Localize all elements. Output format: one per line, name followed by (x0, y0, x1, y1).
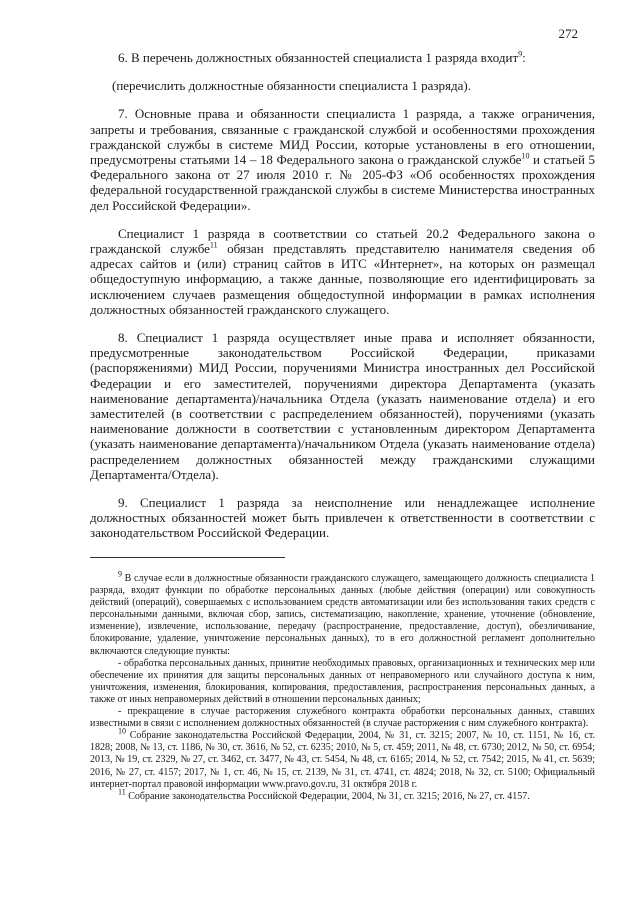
footnote-10: $^{10}$ Собрание законодательства Российской Федерации, 2004, № 31, ст. 3215; 2007, № 10, ст. 1151, № 16, ст. 1828; 2008, № 13, ст. 1186, № 30, ст. 3616, № 52, ст. 6235; 2010, № 5, ст. 459; 2011, № 48, ст. 6730; 2012, № 50, ст. 6954; 2013, № 19, ст. 2329, № 27, ст. 3462, ст. 3477, № 43, ст. 5454, № 48, ст. 6165; 2014, № 52, ст. 7542; 2015, № 41, ст. 5639; 2016, № 27, ст. 4157; 2017, № 1, ст. 46, № 15, ст. 2139, № 31, ст. 4741, ст. 4824; 2018, № 32, ст. 5100; Официальный интернет-портал правовой информации www.pravo.gov.ru, 31 октября 2018 г. (90, 726, 595, 790)
footnote-separator (90, 557, 285, 558)
paragraph-7: 7. Основные права и обязанности специалиста 1 разряда, а также ограничения, запреты и требования, связанные с гражданской службой и особенностями прохождения гражданской службы в системе МИД России, которые установлены в его отношении, предусмотрены статьями 14 – 18 Федерального закона о гражданской службе$^{10}$ и статьей 5 Федерального закона от 27 июля 2010 г. № 205-ФЗ «Об особенностях прохождения федеральной государственной гражданской службы в системе Министерства иностранных дел Российской Федерации». (90, 106, 595, 213)
paragraph-9: 9. Специалист 1 разряда за неисполнение или ненадлежащее исполнение должностных обязанностей может быть привлечен к ответственности в соответствии с законодательством Российской Федерации. (90, 495, 595, 541)
footnotes (90, 569, 595, 803)
footnote-9: $^9$ В случае если в должностные обязанности гражданского служащего, замещающего должность специалиста 1 разряда, входят функции по обработке персональных данных (любые действия (операции) или совокупность действий (операций), совершаемых с использованием средств автоматизации или без использования таких средств с персональными данными, включая сбор, запись, систематизацию, накопление, хранение, уточнение (обновление, изменение), извлечение, использование, передачу (распространение, предоставление, доступ), обезличивание, блокирование, удаление, уничтожение персональных данных), то в его должностной регламент дополнительно включаются следующие пункты: (90, 569, 595, 657)
footnote-ref-11: 11 (209, 240, 218, 250)
paragraph-6: 6. В перечень должностных обязанностей специалиста 1 разряда входит$^9$: (118, 49, 526, 65)
main-text (90, 50, 595, 554)
page-number: 272 (558, 26, 578, 41)
footnote-ref-9: 9 (518, 49, 523, 59)
footnote-9-item-1: - обработка персональных данных, принятие необходимых правовых, организационных и технических мер или обеспечение их принятия для защиты персональных данных от неправомерного или случайного доступа к ним, уничтожения, изменения, блокирования, копирования, предоставления, распространения персональных данных, а также от иных неправомерных действий в отношении персональных данных; (90, 657, 595, 705)
paragraph-8: 8. Специалист 1 разряда осуществляет иные права и исполняет обязанности, предусмотренные законодательством Российской Федерации, приказами (распоряжениями) МИД России, поручениями Министра иностранных дел Российской Федерации и его заместителей, поручениями директора Департамента (указать наименование департамента)/начальника Отдела (указать наименование отдела) и его заместителей (в соответствии с распределением обязанностей), поручениями (указать наименование должности в соответствии с установленным директором Департамента (указать наименование департамента)/начальником Отдела (указать наименование отдела) распределением должностных обязанностей между гражданскими служащими Департамента/Отдела). (90, 330, 595, 482)
footnote-11: $^{11}$ Собрание законодательства Российской Федерации, 2004, № 31, ст. 3215; 2016, № 27, ст. 4157. (118, 787, 530, 802)
footnote-9-item-2: - прекращение в случае расторжения служебного контракта обработки персональных данных, ставших известными в связи с исполнением должностных обязанностей (в случае расторжения с ним служебного контракта). (90, 706, 595, 730)
footnote-ref-10: 10 (521, 151, 530, 161)
paragraph-6-placeholder: (перечислить должностные обязанности специалиста 1 разряда). (112, 78, 471, 94)
paragraph-7-continuation: Специалист 1 разряда в соответствии со статьей 20.2 Федерального закона о гражданской службе$^{11}$ обязан представлять представителю нанимателя сведения об адресах сайтов и (или) страниц сайтов в ИТС «Интернет», на которых он размещал общедоступную информацию, а также данные, позволяющие его идентифицировать за исключением случаев размещения общедоступной информации в рамках исполнения должностных обязанностей гражданского служащего. (90, 225, 595, 317)
